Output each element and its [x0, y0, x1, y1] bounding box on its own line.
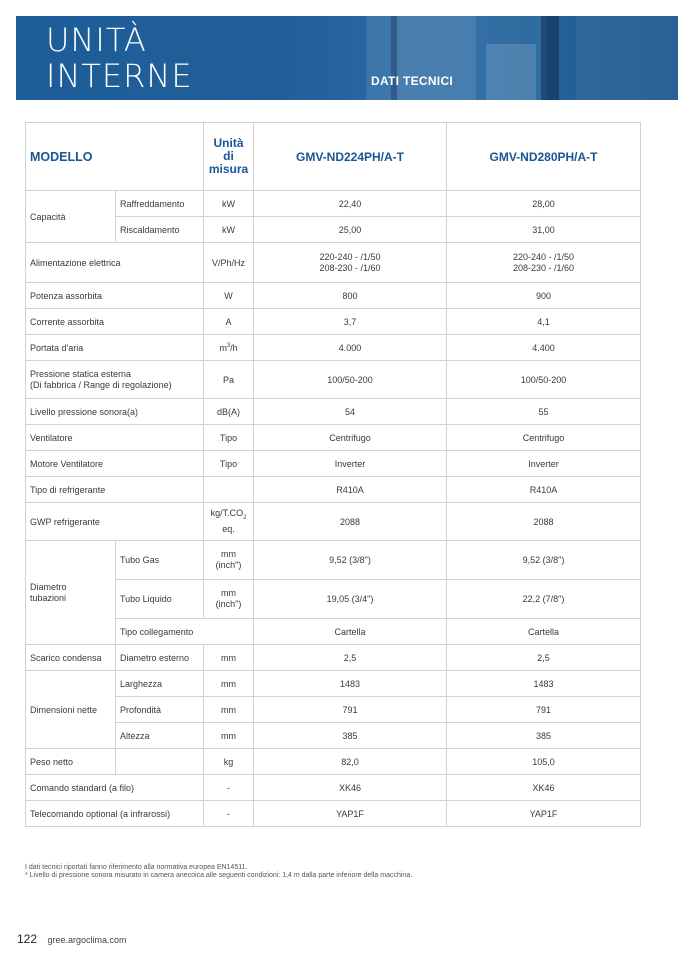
unit-line: (inch")	[215, 560, 242, 570]
row-unit	[204, 477, 254, 503]
row-value-1: 1483	[254, 671, 447, 697]
page-number: 122	[17, 932, 38, 946]
table-row	[26, 697, 641, 723]
row-label: Potenza assorbita	[26, 283, 204, 309]
row-value-2: YAP1F	[447, 801, 641, 827]
row-value-2: 4.400	[447, 335, 641, 361]
row-value-1: 9,52 (3/8")	[254, 541, 447, 580]
row-empty-cell	[116, 749, 204, 775]
row-label: Capacità	[26, 191, 116, 243]
row-unit: Tipo	[204, 425, 254, 451]
label-line: Diametro	[30, 581, 67, 592]
row-unit	[204, 541, 254, 580]
row-unit: kg	[204, 749, 254, 775]
table-row	[26, 335, 641, 361]
table-row	[26, 361, 641, 399]
row-sublabel: Altezza	[116, 723, 204, 749]
row-value-2: XK46	[447, 775, 641, 801]
row-value-1: 800	[254, 283, 447, 309]
row-value-1: XK46	[254, 775, 447, 801]
unit-line	[208, 508, 249, 524]
header-unit	[204, 123, 254, 191]
row-value-1: Centrifugo	[254, 425, 447, 451]
row-value-2: 2088	[447, 503, 641, 541]
table-row	[26, 775, 641, 801]
table-row	[26, 451, 641, 477]
row-value-1: 2,5	[254, 645, 447, 671]
table-row	[26, 399, 641, 425]
row-value-2: 100/50-200	[447, 361, 641, 399]
row-label: Ventilatore	[26, 425, 204, 451]
row-value-1	[254, 243, 447, 283]
row-unit: mm	[204, 697, 254, 723]
row-sublabel: Raffreddamento	[116, 191, 204, 217]
row-value-1: 54	[254, 399, 447, 425]
row-label: GWP refrigerante	[26, 503, 204, 541]
row-unit: dB(A)	[204, 399, 254, 425]
row-label: Alimentazione elettrica	[26, 243, 204, 283]
row-unit	[204, 335, 254, 361]
table-row	[26, 283, 641, 309]
row-unit	[204, 503, 254, 541]
row-value-2: 1483	[447, 671, 641, 697]
row-label: Livello pressione sonora(a)	[26, 399, 204, 425]
row-sublabel: Larghezza	[116, 671, 204, 697]
row-label: Tipo di refrigerante	[26, 477, 204, 503]
value-line: 208-230 - /1/60	[319, 262, 381, 273]
table-row	[26, 671, 641, 697]
row-label: Dimensioni nette	[26, 671, 116, 749]
page-title-line2: INTERNE	[46, 57, 193, 95]
row-value-2: 55	[447, 399, 641, 425]
row-label	[26, 541, 116, 645]
row-value-2: 791	[447, 697, 641, 723]
spec-table	[25, 122, 641, 827]
row-sublabel: Tubo Liquido	[116, 580, 204, 619]
row-value-2: 9,52 (3/8")	[447, 541, 641, 580]
banner-glass-panel	[576, 16, 678, 100]
row-value-2: Cartella	[447, 619, 641, 645]
row-value-1: 25,00	[254, 217, 447, 243]
table-row	[26, 191, 641, 217]
row-unit: kW	[204, 191, 254, 217]
header-banner	[16, 16, 678, 100]
row-value-1: 4.000	[254, 335, 447, 361]
row-value-1: 100/50-200	[254, 361, 447, 399]
row-label: Scarico condensa	[26, 645, 116, 671]
header-model-2: GMV-ND280PH/A-T	[447, 123, 641, 191]
table-row	[26, 243, 641, 283]
row-label	[26, 361, 204, 399]
table-row	[26, 503, 641, 541]
row-label: Corrente assorbita	[26, 309, 204, 335]
value-line: 220-240 - /1/50	[512, 251, 575, 262]
footnotes	[25, 864, 412, 880]
page-title-line1: UNITÀ	[46, 21, 147, 59]
table-row	[26, 425, 641, 451]
row-value-1: 2088	[254, 503, 447, 541]
banner-glass-panel	[541, 16, 559, 100]
row-value-1: Cartella	[254, 619, 447, 645]
row-label: Portata d'aria	[26, 335, 204, 361]
row-unit: kW	[204, 217, 254, 243]
row-unit: A	[204, 309, 254, 335]
unit-line: mm	[221, 588, 236, 598]
row-value-2: 385	[447, 723, 641, 749]
unit-base: m	[219, 342, 227, 353]
row-unit: Pa	[204, 361, 254, 399]
unit-sub: 2	[243, 514, 247, 521]
row-value-2: 900	[447, 283, 641, 309]
page-title	[46, 22, 193, 94]
section-subtitle: DATI TECNICI	[371, 74, 454, 88]
header-unit-line1: Unità	[213, 136, 244, 150]
row-sublabel: Tipo collegamento	[116, 619, 254, 645]
row-unit: -	[204, 775, 254, 801]
header-unit-line3: misura	[208, 162, 249, 176]
row-unit: V/Ph/Hz	[204, 243, 254, 283]
row-value-1: Inverter	[254, 451, 447, 477]
row-label: Motore Ventilatore	[26, 451, 204, 477]
table-header-row	[26, 123, 641, 191]
unit-sup: 3	[226, 342, 231, 349]
row-value-1: R410A	[254, 477, 447, 503]
table-row	[26, 541, 641, 580]
table-row	[26, 619, 641, 645]
footnote-line: I dati tecnici riportati fanno riferimento alla normativa europea EN14511.	[25, 864, 248, 871]
label-line: Pressione statica esterna	[30, 368, 132, 379]
row-unit: mm	[204, 645, 254, 671]
row-value-1: 19,05 (3/4")	[254, 580, 447, 619]
row-label: Telecomando optional (a infrarossi)	[26, 801, 204, 827]
row-value-2: 4,1	[447, 309, 641, 335]
label-line: tubazioni	[30, 592, 67, 603]
row-value-2: 105,0	[447, 749, 641, 775]
row-value-2: 31,00	[447, 217, 641, 243]
header-model-1: GMV-ND224PH/A-T	[254, 123, 447, 191]
row-value-2	[447, 243, 641, 283]
row-value-1: 385	[254, 723, 447, 749]
row-unit: Tipo	[204, 451, 254, 477]
table-row	[26, 723, 641, 749]
row-label: Peso netto	[26, 749, 116, 775]
page-footer	[17, 930, 127, 948]
value-line: 220-240 - /1/50	[319, 251, 381, 262]
table-row	[26, 477, 641, 503]
row-value-1: YAP1F	[254, 801, 447, 827]
row-unit: W	[204, 283, 254, 309]
label-line: (Di fabbrica / Range di regolazione)	[30, 379, 172, 390]
row-value-1: 791	[254, 697, 447, 723]
row-value-2: 28,00	[447, 191, 641, 217]
footnote-line: * Livello di pressione sonora misurato in camera anecoica alle seguenti condizioni: 1,4 m dalla parte inferiore della macchina.	[25, 872, 413, 879]
banner-glass-panel	[486, 44, 536, 100]
table-row	[26, 801, 641, 827]
row-value-2: R410A	[447, 477, 641, 503]
table-row	[26, 749, 641, 775]
unit-line: (inch")	[215, 599, 242, 609]
row-unit	[204, 580, 254, 619]
value-line: 208-230 - /1/60	[512, 262, 575, 273]
website-link[interactable]: gree.argoclima.com	[47, 935, 127, 945]
row-sublabel: Riscaldamento	[116, 217, 204, 243]
unit-tail: /h	[230, 342, 238, 353]
row-value-2: 2,5	[447, 645, 641, 671]
row-unit: mm	[204, 671, 254, 697]
row-sublabel: Tubo Gas	[116, 541, 204, 580]
unit-base: kg/T.CO	[210, 508, 244, 519]
row-unit: mm	[204, 723, 254, 749]
header-unit-line2: di	[223, 149, 234, 163]
row-value-2: Inverter	[447, 451, 641, 477]
row-sublabel: Diametro esterno	[116, 645, 204, 671]
row-value-2: Centrifugo	[447, 425, 641, 451]
row-value-2: 22,2 (7/8")	[447, 580, 641, 619]
table-row	[26, 580, 641, 619]
table-row	[26, 217, 641, 243]
row-value-1: 3,7	[254, 309, 447, 335]
header-model: MODELLO	[26, 123, 204, 191]
row-value-1: 82,0	[254, 749, 447, 775]
table-row	[26, 309, 641, 335]
row-unit: -	[204, 801, 254, 827]
row-value-1: 22,40	[254, 191, 447, 217]
row-sublabel: Profondità	[116, 697, 204, 723]
unit-line: eq.	[222, 523, 235, 534]
table-row	[26, 645, 641, 671]
row-label: Comando standard (a filo)	[26, 775, 204, 801]
unit-line: mm	[221, 549, 236, 559]
